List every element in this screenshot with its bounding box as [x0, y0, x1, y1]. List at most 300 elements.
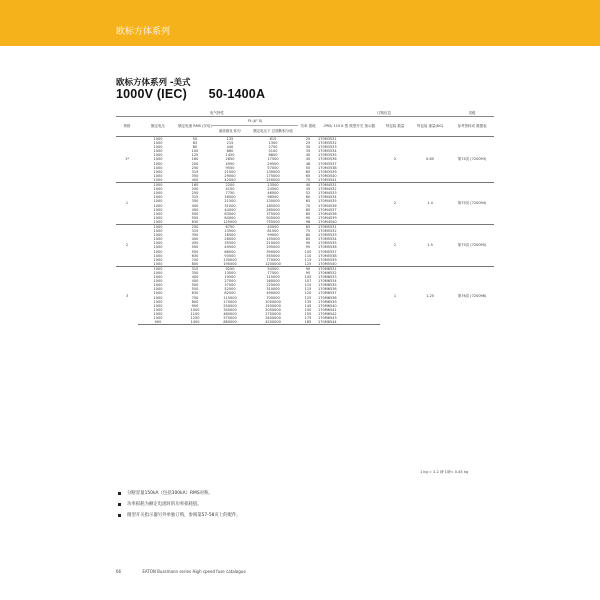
- part-number-cell: 170M4539: [318, 215, 337, 220]
- i2t-clearing-cell: 225000: [266, 283, 280, 288]
- current-cell: 125: [191, 153, 199, 158]
- voltage-cell: 1000: [138, 266, 178, 271]
- i2t-clearing-cell: 3400000: [265, 316, 281, 321]
- power-loss-cell: 98: [305, 219, 311, 224]
- i2t-clearing-cell: 57000: [267, 165, 279, 170]
- voltage-cell: 1000: [153, 161, 163, 166]
- part-number-cell: 170M5538: [318, 253, 337, 258]
- voltage-cell: 1000: [153, 283, 163, 288]
- i2t-prearc-cell: 13000: [224, 271, 236, 275]
- i2t-clearing-cell: 295000: [266, 245, 280, 250]
- voltage-cell: 1000: [153, 253, 163, 258]
- i2t-clearing-cell: 8600: [268, 153, 278, 158]
- voltage-cell: 1000: [153, 307, 163, 312]
- current-cell: 800: [191, 299, 199, 304]
- current-cell: 700: [191, 295, 199, 300]
- part-number-cell: 170M6542: [318, 311, 337, 316]
- power-loss-cell: 45: [305, 187, 311, 192]
- i2t-prearc-cell: 13500: [224, 229, 236, 234]
- qty-cell: 2: [380, 224, 410, 266]
- header-band: [0, 0, 600, 46]
- i2t-clearing-cell: 700000: [266, 295, 280, 300]
- current-cell: 400: [191, 177, 199, 182]
- i2t-clearing-cell: 98500: [267, 195, 279, 200]
- i2t-clearing-cell: 265000: [266, 207, 280, 212]
- size-cell: 1: [116, 183, 138, 225]
- voltage-cell: 900: [138, 320, 178, 325]
- note-text: 分断容量150kA（包括300kA）RMS对称。: [127, 491, 213, 496]
- i2t-prearc-cell: 37500: [224, 283, 236, 288]
- current-cell: 550: [191, 249, 199, 254]
- i2t-clearing-cell: 1050000: [265, 299, 281, 304]
- i2t-clearing-cell: 24500: [267, 187, 279, 192]
- qty-cell: 2: [380, 137, 410, 183]
- voltage-cell: 1000: [153, 191, 163, 196]
- size-cell: 2: [116, 224, 138, 266]
- datasheet-cell: 第75页 (720095): [450, 224, 494, 266]
- i2t-prearc-cell: 130000: [223, 257, 237, 262]
- power-loss-cell: 185: [298, 320, 318, 325]
- power-loss-cell: 110: [304, 253, 312, 258]
- i2t-clearing-cell: 770000: [266, 257, 280, 262]
- i2t-prearc-cell: 860: [226, 149, 234, 154]
- part-number-cell: 170M4534: [318, 195, 337, 200]
- voltage-cell: 1000: [153, 145, 163, 150]
- current-cell: 500: [191, 211, 199, 216]
- i2t-clearing-cell: 175000: [266, 173, 280, 178]
- current-cell: 63: [192, 141, 198, 146]
- i2t-clearing-cell: 1200000: [265, 261, 281, 266]
- i2t-prearc-cell: 82500: [224, 291, 236, 296]
- part-number-cell: 170M3538: [318, 165, 337, 170]
- current-cell: 315: [178, 266, 212, 271]
- voltage-cell: 1000: [153, 141, 163, 146]
- note-text: 功率损耗为额定电流时的功率损耗值。: [127, 502, 202, 507]
- current-cell: 350: [191, 271, 199, 275]
- voltage-cell: 1000: [153, 207, 163, 212]
- current-cell: 315: [191, 169, 199, 174]
- part-number-cell: 170M6543: [318, 316, 337, 321]
- power-loss-cell: 95: [305, 245, 311, 250]
- voltage-cell: 1000: [153, 299, 163, 304]
- part-number-cell: 170M6539: [318, 299, 337, 304]
- header-qty: 每包装 数量: [380, 117, 410, 137]
- voltage-cell: 1000: [153, 237, 163, 242]
- i2t-clearing-cell: 4200000: [248, 320, 298, 325]
- i2t-prearc-cell: 63000: [224, 211, 236, 216]
- i2t-prearc-cell: 19500: [224, 275, 236, 280]
- voltage-cell: 1000: [153, 187, 163, 192]
- power-loss-cell: 60: [305, 169, 311, 174]
- part-number-cell: 170M5537: [318, 249, 337, 254]
- i2t-prearc-cell: 195000: [223, 261, 237, 266]
- power-loss-cell: 105: [304, 275, 312, 280]
- header-current: 额定电流 RMS (安培): [178, 117, 212, 137]
- spec-table-body: [116, 137, 494, 325]
- power-loss-cell: 145: [304, 303, 312, 308]
- i2t-clearing-cell: 155000: [266, 237, 280, 242]
- datasheet-cell: 第75页 (720094): [450, 183, 494, 225]
- i2t-clearing-cell: 210000: [266, 241, 280, 246]
- voltage-cell: 1000: [153, 279, 163, 284]
- current-cell: 500: [191, 283, 199, 288]
- i2t-clearing-cell: 81500: [267, 229, 279, 234]
- i2t-prearc-cell: 49500: [224, 245, 236, 250]
- i2t-clearing-cell: 555000: [266, 253, 280, 258]
- part-number-cell: 170M6534: [318, 279, 337, 284]
- current-cell: 315: [191, 229, 199, 234]
- part-number-cell: 170M5536: [318, 245, 337, 250]
- i2t-clearing-cell: 5100: [268, 149, 278, 154]
- current-cell: 160: [178, 183, 212, 188]
- current-cell: 50: [178, 137, 212, 142]
- voltage-cell: 1000: [153, 169, 163, 174]
- part-number-cell: 170M5539: [318, 257, 337, 262]
- power-loss-cell: 115: [304, 257, 312, 262]
- part-number-cell: 170M6533: [318, 275, 337, 280]
- current-cell: 450: [191, 207, 199, 212]
- power-loss-cell: 65: [298, 224, 318, 229]
- i2t-clearing-cell: 250000: [266, 177, 280, 182]
- current-cell: 1000: [190, 307, 200, 312]
- i2t-prearc-cell: 44000: [224, 207, 236, 212]
- current-cell: 315: [191, 195, 199, 200]
- voltage-cell: 1000: [138, 137, 178, 142]
- power-loss-cell: 125: [304, 261, 312, 266]
- note-item: [118, 488, 241, 499]
- size-cell: 1*: [116, 137, 138, 183]
- i2t-prearc-cell: 27000: [224, 279, 236, 284]
- page-subtitle: 欧标方体系列 -美式: [116, 78, 191, 88]
- power-loss-cell: 107: [304, 279, 312, 284]
- current-cell: 400: [191, 237, 199, 242]
- header-datasheet: 参考资料或 数据表: [450, 117, 494, 137]
- i2t-prearc-cell: 575000: [223, 316, 237, 321]
- voltage-cell: 1000: [153, 219, 163, 224]
- power-loss-cell: 175: [304, 316, 312, 321]
- power-loss-cell: 85: [305, 237, 311, 242]
- current-cell: 500: [191, 245, 199, 250]
- i2t-clearing-cell: 54500: [248, 266, 298, 271]
- power-loss-cell: 90: [298, 266, 318, 271]
- page-title: [116, 87, 283, 101]
- i2t-prearc-cell: 42000: [224, 177, 236, 182]
- category-ordering: 订购信息: [318, 110, 450, 117]
- i2t-prearc-cell: 170000: [223, 299, 237, 304]
- part-number-cell: 170M4531: [318, 183, 380, 188]
- i2t-clearing-cell: 1500000: [265, 303, 281, 308]
- current-cell: 200: [191, 187, 199, 192]
- header-part-number: -PRS/ 115 K 型 微型开关 指示器: [318, 117, 380, 137]
- i2t-prearc-cell: 340000: [223, 307, 237, 312]
- voltage-cell: 1000: [153, 203, 163, 208]
- weight-cell: 1.5: [410, 224, 450, 266]
- i2t-clearing-cell: 375000: [266, 211, 280, 216]
- page-footer: [116, 569, 246, 574]
- i2t-prearc-cell: 125000: [223, 219, 237, 224]
- part-number-cell: 170M3539: [318, 169, 337, 174]
- current-cell: 1250: [190, 316, 200, 321]
- part-number-cell: 170M6544: [318, 320, 380, 325]
- i2t-clearing-cell: 2750000: [265, 311, 281, 316]
- voltage-cell: 1000: [153, 153, 163, 158]
- i2t-clearing-cell: 40000: [248, 224, 298, 229]
- power-loss-cell: 115: [304, 287, 312, 292]
- voltage-cell: 1000: [153, 195, 163, 200]
- current-cell: 630: [191, 291, 199, 296]
- header-voltage: 额定电压: [138, 117, 178, 137]
- power-loss-cell: 65: [305, 199, 311, 204]
- part-number-cell: 170M5534: [318, 237, 337, 242]
- power-loss-cell: 52: [305, 191, 311, 196]
- power-loss-cell: 155: [304, 311, 312, 316]
- unit-conversion-note: 1 kg = 2.2 磅 1磅= 0.45 kg: [420, 470, 469, 474]
- part-number-cell: 170M3540: [318, 173, 337, 178]
- part-number-cell: 170M5532: [318, 229, 337, 234]
- bullet-icon: [118, 492, 121, 495]
- part-number-cell: 170M4538: [318, 211, 337, 216]
- i2t-prearc-cell: 4950: [225, 161, 235, 166]
- power-loss-cell: 60: [305, 195, 311, 200]
- part-number-cell: 170M6535: [318, 283, 337, 288]
- i2t-prearc-cell: 35500: [224, 241, 236, 246]
- power-loss-cell: 70: [305, 177, 311, 182]
- power-loss-cell: 135: [304, 299, 312, 304]
- i2t-clearing-cell: 2050000: [265, 307, 281, 312]
- power-loss-cell: 90: [305, 241, 311, 246]
- current-cell: 700: [191, 257, 199, 262]
- i2t-clearing-cell: 310000: [266, 287, 280, 292]
- part-number-cell: 170M3536: [318, 157, 337, 162]
- voltage-cell: 1000: [153, 173, 163, 178]
- voltage-cell: 1000: [153, 233, 163, 238]
- voltage-cell: 1000: [153, 211, 163, 216]
- i2t-prearc-cell: 16500: [224, 195, 236, 200]
- category-catalog: 类级: [450, 110, 494, 117]
- i2t-prearc-cell: 6750: [212, 224, 248, 229]
- i2t-clearing-cell: 160000: [266, 279, 280, 284]
- current-cell: 250: [191, 191, 199, 196]
- current-cell: 400: [191, 275, 199, 280]
- power-loss-cell: 80: [305, 233, 311, 238]
- header-power: 功率 损耗: [298, 117, 318, 137]
- voltage-cell: 1000: [153, 303, 163, 308]
- catalogue-name: EATON Bussmann series High speed fuse catalogue: [142, 569, 246, 574]
- qty-cell: 1: [380, 266, 410, 324]
- notes-list: [118, 488, 241, 521]
- i2t-clearing-cell: 29500: [267, 161, 279, 166]
- note-item: [118, 510, 241, 521]
- part-number-cell: 170M3531: [318, 137, 380, 142]
- header-i2t-prearc: 最高熔化 积分: [212, 126, 248, 137]
- power-loss-cell: 75: [305, 229, 311, 234]
- current-cell: 80: [192, 145, 198, 150]
- part-number-cell: 170M4540: [318, 219, 337, 224]
- part-number-cell: 170M4533: [318, 191, 337, 196]
- i2t-prearc-cell: 7750: [225, 191, 235, 196]
- current-cell: 350: [191, 199, 199, 204]
- header-i2t-clearing: 额定电压下 总熔断积分值: [248, 126, 298, 137]
- part-number-cell: 170M6536: [318, 287, 337, 292]
- i2t-prearc-cell: 115000: [223, 295, 237, 300]
- current-cell: 450: [191, 279, 199, 284]
- i2t-prearc-cell: 21500: [224, 169, 236, 174]
- current-cell: 450: [191, 241, 199, 246]
- power-loss-cell: 48: [305, 161, 311, 166]
- i2t-prearc-cell: 21500: [224, 199, 236, 204]
- voltage-cell: 1000: [153, 241, 163, 246]
- current-cell: 350: [191, 233, 199, 238]
- i2t-clearing-cell: 46000: [267, 191, 279, 196]
- power-loss-cell: 20: [298, 137, 318, 142]
- i2t-prearc-cell: 26000: [224, 237, 236, 242]
- voltage-cell: 1000: [153, 165, 163, 170]
- part-number-cell: 170M3537: [318, 161, 337, 166]
- voltage-cell: 1000: [138, 224, 178, 229]
- current-range: 50-1400A: [208, 87, 266, 101]
- i2t-prearc-cell: 135: [212, 137, 248, 142]
- voltage-cell: 1000: [153, 199, 163, 204]
- i2t-clearing-cell: 815: [248, 137, 298, 142]
- power-loss-cell: 65: [305, 173, 311, 178]
- current-cell: 630: [191, 219, 199, 224]
- weight-cell: 1.4: [410, 183, 450, 225]
- part-number-cell: 170M6532: [318, 271, 337, 275]
- i2t-clearing-cell: 77500: [267, 271, 279, 275]
- voltage-cell: 1000: [138, 183, 178, 188]
- power-loss-cell: 40: [305, 153, 311, 158]
- i2t-clearing-cell: 17500: [267, 157, 279, 162]
- current-cell: 1100: [190, 311, 200, 316]
- power-loss-cell: 50: [305, 165, 311, 170]
- power-loss-cell: 30: [305, 145, 311, 150]
- part-number-cell: 170M6538: [318, 295, 337, 300]
- current-cell: 630: [191, 253, 199, 258]
- header-size: 规格: [116, 117, 138, 137]
- i2t-clearing-cell: 1300: [268, 141, 278, 146]
- current-cell: 900: [191, 303, 199, 308]
- power-loss-cell: 120: [304, 291, 312, 296]
- voltage-cell: 1000: [153, 287, 163, 292]
- power-loss-cell: 25: [305, 141, 311, 146]
- voltage-cell: 1000: [153, 311, 163, 316]
- i2t-prearc-cell: 84000: [224, 215, 236, 220]
- i2t-clearing-cell: 130000: [266, 169, 280, 174]
- i2t-clearing-cell: 505000: [266, 215, 280, 220]
- voltage-cell: 1000: [153, 215, 163, 220]
- part-number-cell: 170M6540: [318, 303, 337, 308]
- i2t-clearing-cell: 185000: [266, 203, 280, 208]
- voltage-cell: 1000: [153, 149, 163, 154]
- datasheet-cell: 第74页 (720093): [450, 137, 494, 183]
- voltage-cell: 1000: [153, 257, 163, 262]
- i2t-prearc-cell: 1450: [225, 153, 235, 158]
- current-cell: 250: [178, 224, 212, 229]
- current-cell: 1400: [178, 320, 212, 325]
- part-number-cell: 170M4536: [318, 203, 337, 208]
- current-cell: 200: [191, 161, 199, 166]
- part-number-cell: 170M4535: [318, 199, 337, 204]
- power-loss-cell: 95: [305, 271, 311, 275]
- voltage-rating: 1000V (IEC): [116, 87, 187, 101]
- i2t-prearc-cell: 4150: [225, 187, 235, 192]
- part-number-cell: 170M3535: [318, 153, 337, 158]
- size-cell: 3: [116, 266, 138, 324]
- i2t-prearc-cell: 215: [226, 141, 234, 146]
- i2t-prearc-cell: 250000: [223, 303, 237, 308]
- current-cell: 100: [191, 149, 199, 154]
- note-item: [118, 499, 241, 510]
- voltage-cell: 1000: [153, 229, 163, 234]
- part-number-cell: 170M3541: [318, 177, 337, 182]
- page-number: 66: [116, 569, 122, 574]
- qty-cell: 2: [380, 183, 410, 225]
- weight-cell: 1.25: [410, 266, 450, 324]
- power-loss-cell: 35: [305, 149, 311, 154]
- category-electrical: 电气特性: [116, 110, 318, 117]
- i2t-clearing-cell: 115000: [266, 275, 280, 280]
- i2t-prearc-cell: 16500: [224, 233, 236, 238]
- i2t-prearc-cell: 460000: [223, 311, 237, 316]
- bullet-icon: [118, 514, 121, 517]
- i2t-clearing-cell: 2750: [268, 145, 278, 150]
- i2t-prearc-cell: 440: [226, 145, 234, 150]
- note-text: 微型开关指示器另外单独订购，参阅第57-58页上的配件。: [127, 513, 241, 518]
- i2t-clearing-cell: 490000: [266, 291, 280, 296]
- voltage-cell: 1000: [153, 261, 163, 266]
- power-loss-cell: 70: [305, 203, 311, 208]
- part-number-cell: 170M3533: [318, 145, 337, 150]
- part-number-cell: 170M6531: [318, 266, 380, 271]
- part-number-cell: 170M6537: [318, 291, 337, 296]
- voltage-cell: 1000: [153, 291, 163, 296]
- i2t-clearing-cell: 390000: [266, 249, 280, 254]
- i2t-clearing-cell: 755000: [266, 219, 280, 224]
- power-loss-cell: 125: [304, 295, 312, 300]
- i2t-prearc-cell: 880000: [212, 320, 248, 325]
- header-i2t: I²t (A² S): [212, 117, 298, 126]
- part-number-cell: 170M3534: [318, 149, 337, 154]
- voltage-cell: 1000: [153, 295, 163, 300]
- header-weight: 每包装 重量(KG): [410, 117, 450, 137]
- part-number-cell: 170M4537: [318, 207, 337, 212]
- power-loss-cell: 150: [304, 307, 312, 312]
- power-loss-cell: 40: [298, 183, 318, 188]
- part-number-cell: 170M5535: [318, 241, 337, 246]
- voltage-cell: 1000: [153, 316, 163, 321]
- part-number-cell: 170M5540: [318, 261, 337, 266]
- voltage-cell: 1000: [153, 157, 163, 162]
- i2t-prearc-cell: 9200: [212, 266, 248, 271]
- current-cell: 160: [191, 157, 199, 162]
- current-cell: 400: [191, 203, 199, 208]
- weight-cell: 0.85: [410, 137, 450, 183]
- power-loss-cell: 85: [305, 211, 311, 216]
- datasheet-cell: 第76页 (720096): [450, 266, 494, 324]
- power-loss-cell: 100: [304, 249, 312, 254]
- voltage-cell: 1000: [153, 177, 163, 182]
- voltage-cell: 1000: [153, 245, 163, 250]
- voltage-cell: 1000: [153, 249, 163, 254]
- i2t-prearc-cell: 9550: [225, 165, 235, 170]
- i2t-prearc-cell: 66000: [224, 249, 236, 254]
- i2t-prearc-cell: 29000: [224, 173, 236, 178]
- current-cell: 250: [191, 165, 199, 170]
- part-number-cell: 170M5531: [318, 224, 380, 229]
- i2t-clearing-cell: 130000: [266, 199, 280, 204]
- power-loss-cell: 110: [304, 283, 312, 288]
- i2t-prearc-cell: 93500: [224, 253, 236, 258]
